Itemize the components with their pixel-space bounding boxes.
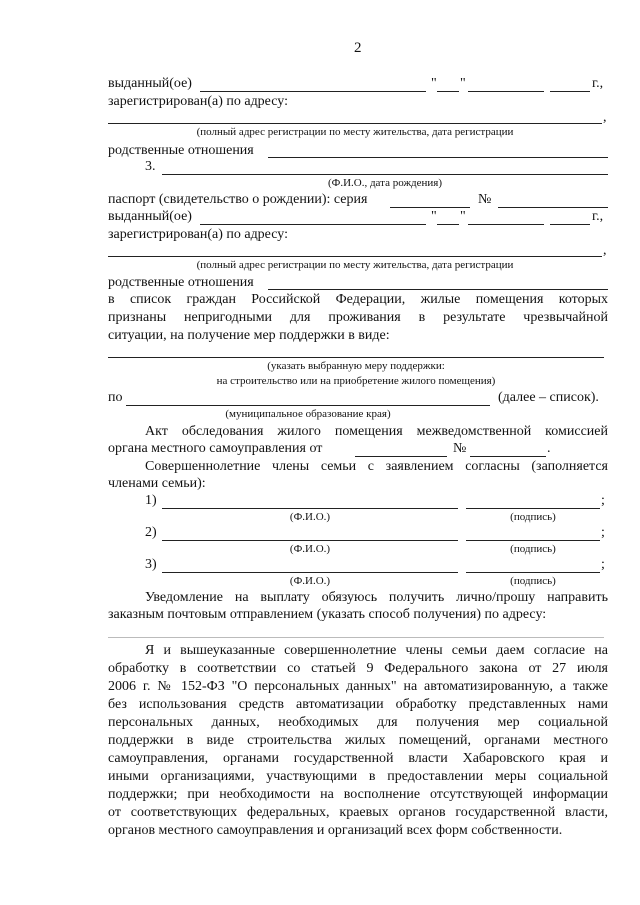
act-number-field[interactable] [470,456,546,457]
relationship-label: родственные отношения [108,143,254,158]
adult-row-1-fio-field[interactable] [162,508,458,509]
issued-by-label-3: выданный(ое) [108,209,192,224]
quote-close-3: " [460,209,466,224]
consent-line-10: от соответствующих федеральных, краевых органов государственной власти, [108,805,608,820]
consent-line-11: органов местного самоуправления и организаций всех форм собственности. [108,823,563,838]
consent-line-4: без использования средств автоматизации обработку представленных нами [108,697,608,712]
adult-row-3-end: ; [601,557,605,572]
issued-by-field[interactable] [200,91,426,92]
consent-line-5: персональных данных, необходимых для получения мер социальной [108,715,608,730]
adult-row-3-sign-caption: (подпись) [510,575,556,587]
municipal-field[interactable] [126,405,490,406]
consent-line-8: иными организациями, участвующими в предоставлении меры социальной [108,769,608,784]
list-suffix: (далее – список). [498,390,599,405]
consent-line-6: поддержки в виде строительства жилых помещений, органами местного [108,733,608,748]
issued-by-field-3[interactable] [200,224,426,225]
adults-line-1: Совершеннолетние члены семьи с заявлением согласны (заполняется [145,459,608,474]
adult-row-3-fio-caption: (Ф.И.О.) [289,575,331,587]
act-date-field[interactable] [355,456,447,457]
adult-row-2-sign-field[interactable] [466,540,600,541]
quote-open: " [431,76,437,91]
address-field[interactable] [108,123,602,124]
fio-birth-caption: (Ф.И.О., дата рождения) [327,177,443,189]
relationship-field[interactable] [268,157,608,158]
adult-row-1-end: ; [601,493,605,508]
member3-fio-field[interactable] [162,174,608,175]
support-caption-1: (указать выбранную меру поддержки: [267,360,445,372]
consent-line-9: поддержки; при необходимости на восполнение отсутствующей информации [108,787,608,802]
adult-row-2-fio-caption: (Ф.И.О.) [289,543,331,555]
quote-close: " [460,76,466,91]
month-field[interactable] [468,91,544,92]
adults-line-2: членами семьи): [108,476,206,491]
act-number-sign: № [453,441,467,456]
consent-line-1: Я и вышеуказанные совершеннолетние члены семьи даем согласие на [145,643,608,658]
address-field-3[interactable] [108,256,602,257]
act-line-1: Акт обследования жилого помещения межведомственной комиссией [145,424,608,439]
passport-number-field[interactable] [498,207,608,208]
adult-row-1-sign-caption: (подпись) [510,511,556,523]
month-field-3[interactable] [468,224,544,225]
consent-line-7: самоуправления, органами государственной власти Хабаровского края и [108,751,608,766]
address-caption: (полный адрес регистрации по месту жительства, дата регистрации [196,126,514,138]
consent-line-3: 2006 г. № 152-ФЗ "О персональных данных" на автоматизированную, а также [108,679,608,694]
act-period: . [547,441,551,456]
adult-row-1-fio-caption: (Ф.И.О.) [289,511,331,523]
adult-row-1-sign-field[interactable] [466,508,600,509]
address-caption-3: (полный адрес регистрации по месту жительства, дата регистрации [196,259,514,271]
by-label: по [108,390,123,405]
member3-number: 3. [145,159,156,174]
relationship-field-3[interactable] [268,289,608,290]
adult-row-1-number: 1) [145,493,157,508]
day-field[interactable] [437,91,459,92]
adult-row-3-fio-field[interactable] [162,572,458,573]
support-caption-2: на строительство или на приобретение жилого помещения) [216,375,496,387]
registered-label-3: зарегистрирован(а) по адресу: [108,227,288,242]
notice-address-field[interactable] [108,637,604,638]
request-line-3: ситуации, на получение мер поддержки в виде: [108,328,390,343]
year-suffix: г., [592,76,604,91]
support-measure-field[interactable] [108,357,604,358]
passport-label: паспорт (свидетельство о рождении): серия [108,192,368,207]
quote-open-3: " [431,209,437,224]
year-field-3[interactable] [550,224,590,225]
municipal-caption: (муниципальное образование края) [225,408,391,420]
address-comma: , [603,110,607,125]
consent-line-2: обработку в соответствии со статьей 9 Федерального закона от 27 июля [108,661,608,676]
notice-line-2: заказным почтовым отправлением (указать способ получения) по адресу: [108,607,547,622]
request-line-2: признаны непригодными для проживания в результате чрезвычайной [108,310,608,325]
adult-row-2-sign-caption: (подпись) [510,543,556,555]
adult-row-3-sign-field[interactable] [466,572,600,573]
passport-series-field[interactable] [390,207,470,208]
request-line-1: в список граждан Российской Федерации, жилые помещения которых [108,292,608,307]
address-comma-3: , [603,243,607,258]
adult-row-2-number: 2) [145,525,157,540]
adult-row-2-fio-field[interactable] [162,540,458,541]
year-suffix-3: г., [592,209,604,224]
relationship-label-3: родственные отношения [108,275,254,290]
registered-label: зарегистрирован(а) по адресу: [108,94,288,109]
year-field[interactable] [550,91,590,92]
act-line-2-prefix: органа местного самоуправления от [108,441,323,456]
issued-by-label: выданный(ое) [108,76,192,91]
adult-row-2-end: ; [601,525,605,540]
notice-line-1: Уведомление на выплату обязуюсь получить лично/прошу направить [145,590,608,605]
page-number: 2 [354,40,362,56]
day-field-3[interactable] [437,224,459,225]
passport-number-sign: № [478,192,492,207]
adult-row-3-number: 3) [145,557,157,572]
